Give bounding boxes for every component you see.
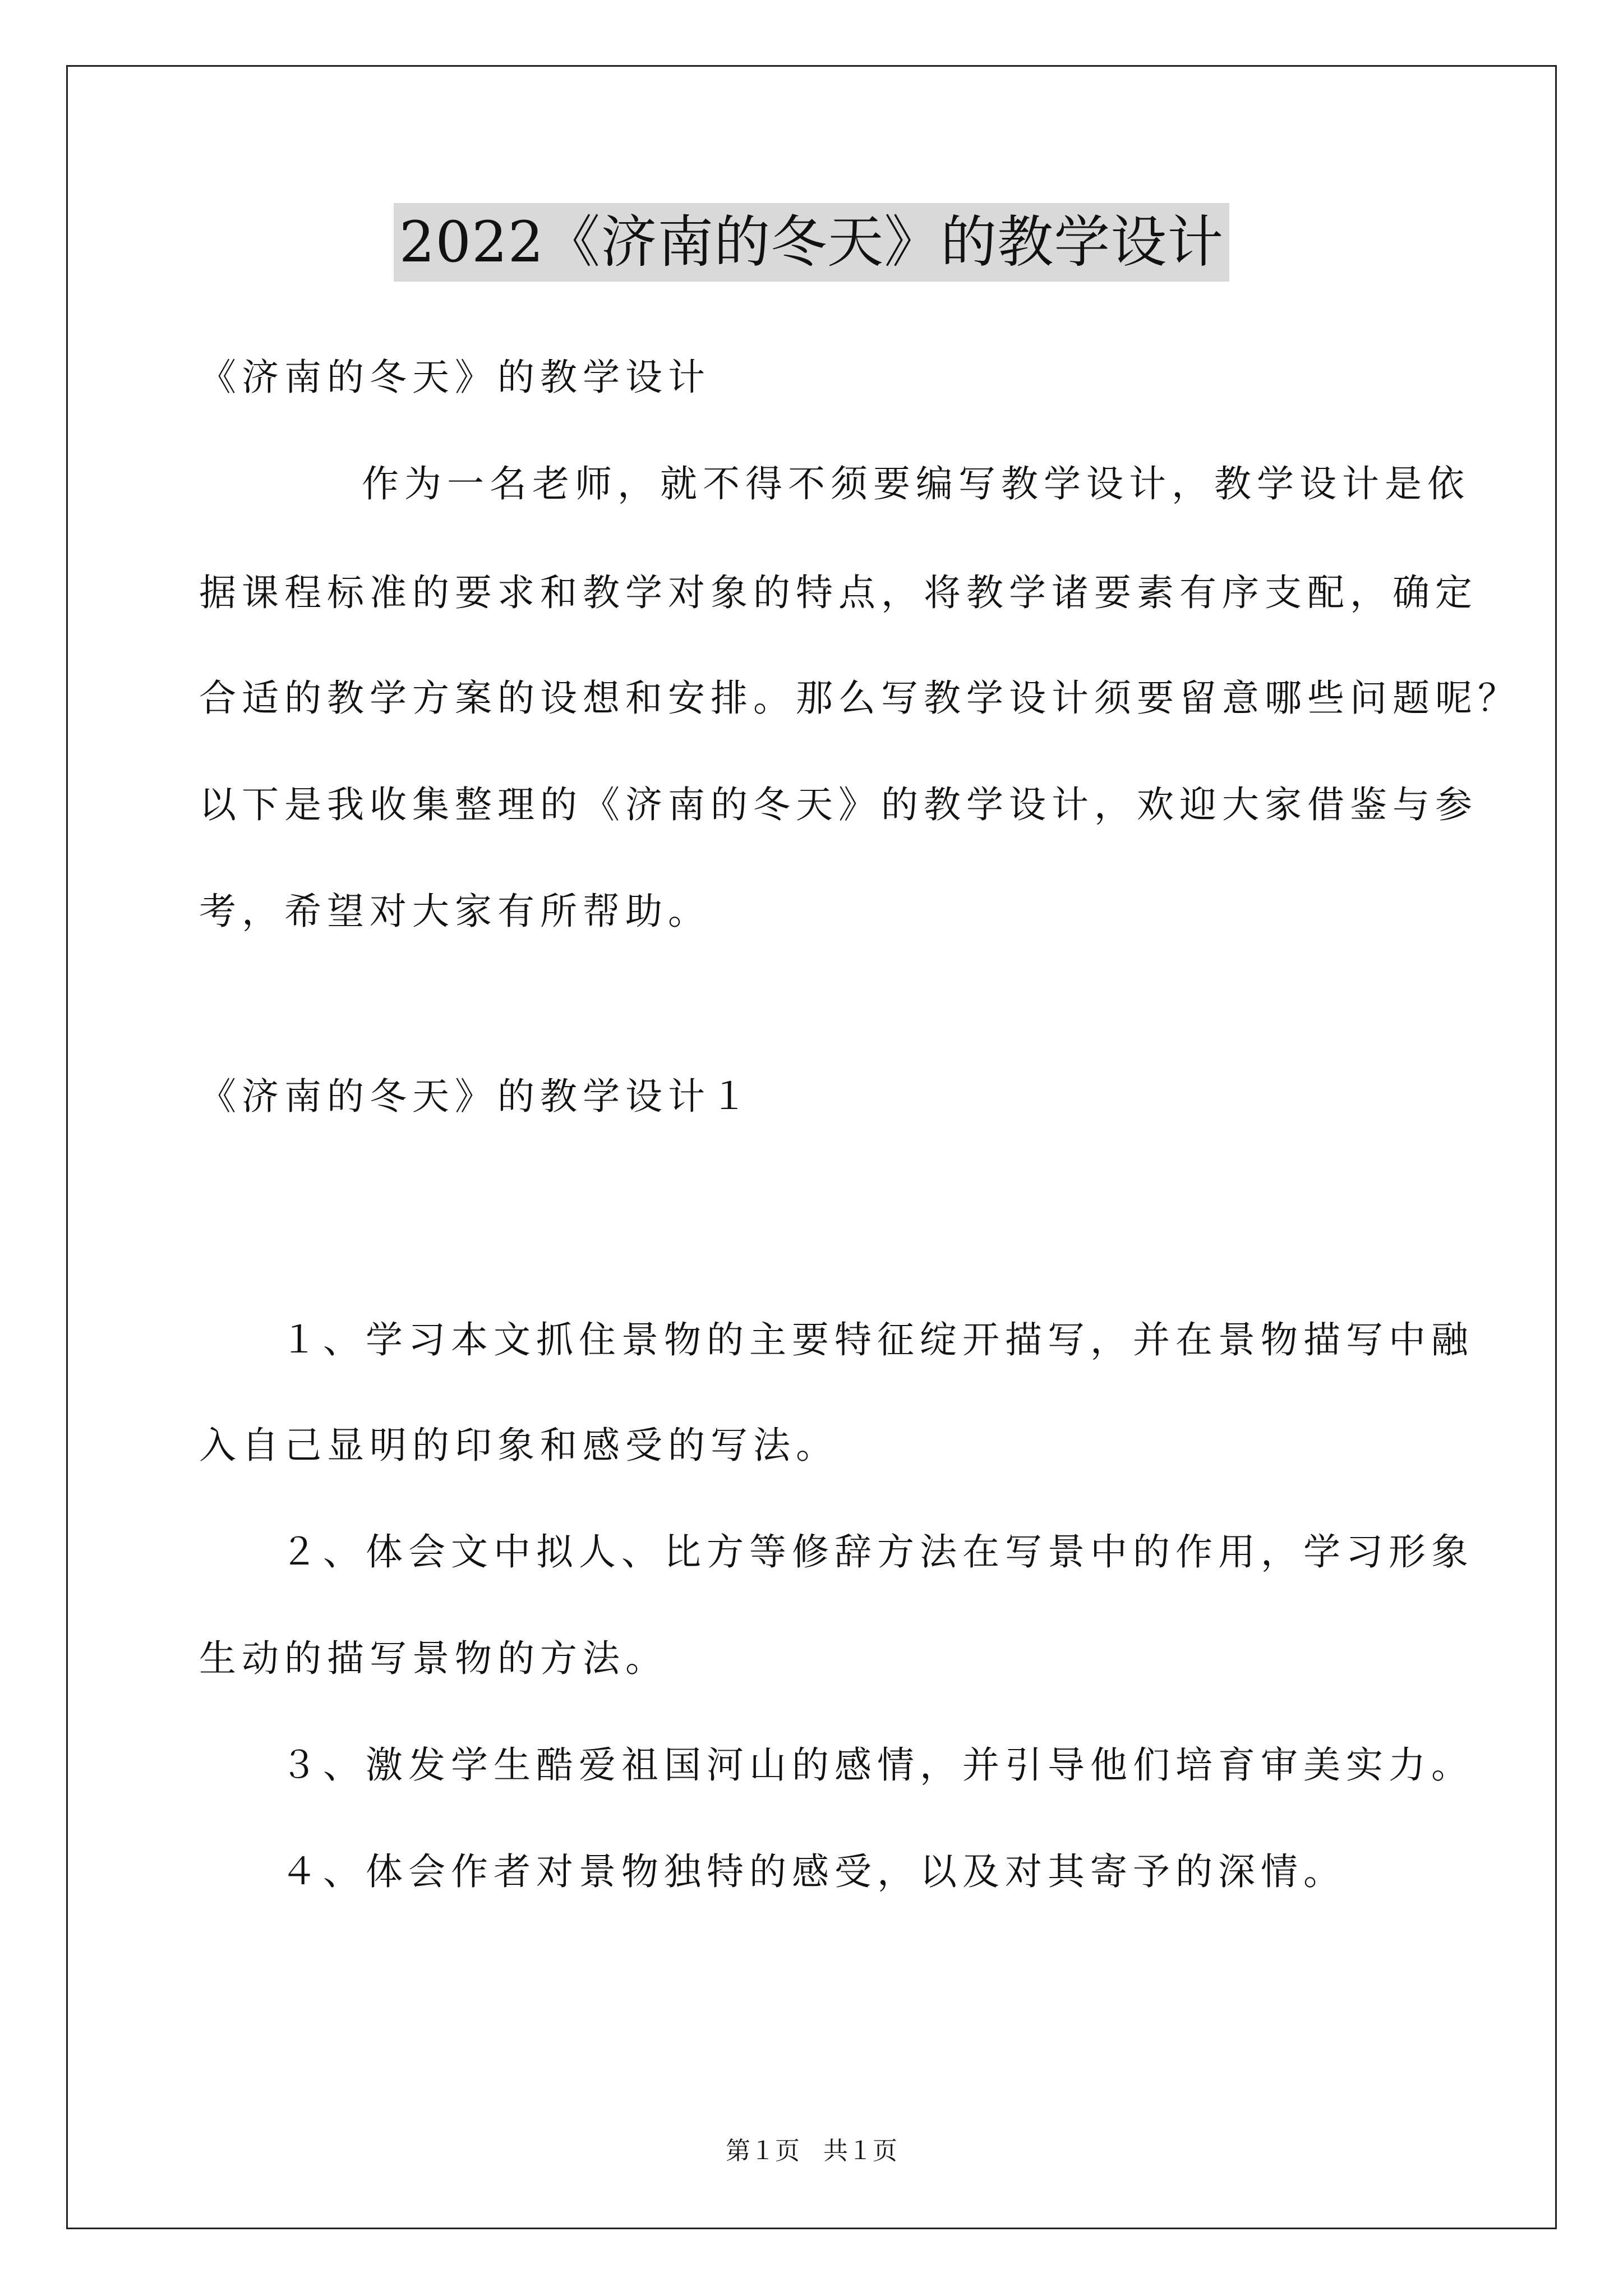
objective-line-4: 生动的描写景物的方法。 (199, 1637, 668, 1680)
intro-line-1: 作为一名老师，就不得不须要编写教学设计，教学设计是依 (362, 462, 1470, 505)
intro-line-4: 以下是我收集整理的《济南的冬天》的教学设计，欢迎大家借鉴与参 (199, 783, 1478, 826)
page-number: 第１页 (726, 2137, 800, 2165)
intro-line-2: 据课程标准的要求和教学对象的特点，将教学诸要素有序支配，确定 (199, 571, 1478, 614)
section-heading: 《济南的冬天》的教学设计１ (199, 1075, 753, 1118)
objective-line-5: ３、激发学生酷爱祖国河山的感情，并引导他们培育审美实力。 (280, 1743, 1474, 1787)
document-title: 2022《济南的冬天》的教学设计 (394, 203, 1230, 282)
objective-line-3: ２、体会文中拟人、比方等修辞方法在写景中的作用，学习形象 (280, 1530, 1474, 1573)
document-title-wrap (0, 203, 1623, 282)
intro-line-3: 合适的教学方案的设想和安排。那么写教学设计须要留意哪些问题呢？ (199, 677, 1520, 720)
objective-line-6: ４、体会作者对景物独特的感受，以及对其寄予的深情。 (280, 1850, 1346, 1893)
page-total: 共１页 (823, 2137, 897, 2165)
objective-line-1: １、学习本文抓住景物的主要特征绽开描写，并在景物描写中融 (280, 1318, 1474, 1361)
page-footer (0, 2134, 1623, 2168)
document-subtitle: 《济南的冬天》的教学设计 (199, 356, 711, 399)
objective-line-2: 入自己显明的印象和感受的写法。 (199, 1424, 838, 1467)
intro-line-5: 考，希望对大家有所帮助。 (199, 890, 711, 933)
